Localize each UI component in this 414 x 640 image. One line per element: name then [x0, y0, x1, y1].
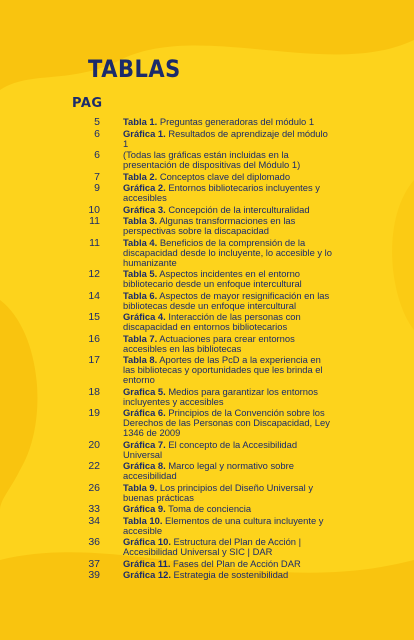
toc-entry-label: Tabla 2.: [123, 170, 158, 182]
toc-page-number: 14: [88, 289, 100, 302]
toc-entry: [123, 183, 333, 203]
toc-page-number: 5: [94, 116, 100, 128]
toc-entry-label: Tabla 3.: [123, 215, 158, 226]
toc-entry-text: Aspectos incidentes en el entorno bibliotecario desde un enfoque intercultural: [123, 268, 302, 289]
toc-entry-text: Concepción de la interculturalidad: [165, 203, 310, 215]
toc-entry-label: Tabla 1.: [123, 116, 158, 127]
toc-entry-text: Preguntas generadoras del módulo 1: [157, 116, 315, 127]
toc-entry-label: Tabla 9.: [123, 481, 158, 493]
toc-entry: [123, 291, 333, 311]
toc-page-number: 20: [88, 438, 100, 451]
toc-entry: [123, 205, 333, 215]
toc-page-number: 15: [88, 311, 100, 323]
wave-shape-left: [0, 300, 37, 510]
toc-entry: [123, 216, 333, 236]
toc-entry: [123, 312, 333, 332]
toc-page-number: 17: [88, 354, 100, 366]
toc-entry-text: (Todas las gráficas están incluidas en la presentación de dispositivas del Módulo 1): [123, 149, 301, 170]
toc-page-number: 26: [88, 481, 100, 494]
toc-entry-label: Tabla 8.: [123, 354, 158, 365]
toc-entry-label: Tabla 4.: [123, 236, 158, 248]
toc-page-number: 10: [88, 203, 100, 216]
toc-entry: [123, 559, 333, 569]
toc-page-number: 12: [88, 268, 100, 280]
toc-page-number: 9: [94, 182, 100, 194]
toc-entry-label: Gráfica 4.: [123, 311, 166, 322]
toc-entry-label: Gráfica 12.: [123, 569, 171, 580]
toc-entry-text: El concepto de la Accesibilidad Universal: [123, 438, 298, 460]
toc-page-number: 22: [88, 460, 100, 472]
toc-page-number: 7: [94, 170, 100, 183]
toc-page-number: 18: [88, 385, 100, 398]
toc-entry: [123, 504, 333, 514]
toc-page-number: 11: [89, 215, 100, 227]
toc-entry-text: Marco legal y normativo sobre accesibilidad: [123, 460, 294, 481]
toc-page-number: 11: [89, 236, 100, 249]
toc-page-number: 39: [88, 569, 100, 581]
toc-entry-label: Gráfica 6.: [123, 407, 166, 418]
toc-entry: [123, 355, 333, 385]
toc-entry-label: Gráfica 10.: [123, 536, 171, 547]
toc-entry-label: Tabla 6.: [123, 289, 158, 301]
toc-entry-label: Tabla 10.: [123, 514, 163, 526]
toc-entry: [123, 387, 333, 407]
toc-entry-text: Medios para garantizar los entornos incluyentes y accesibles: [123, 385, 318, 407]
toc-entry-label: Gráfica 2.: [123, 182, 166, 193]
toc-entry: [123, 172, 333, 182]
page-column-header: PAG: [72, 96, 103, 111]
toc-entry: [123, 516, 333, 536]
toc-entry-label: Gráfica 3.: [123, 203, 166, 215]
toc-entry-text: Principios de la Convención sobre los Derechos de las Personas con Discapacidad, Ley 1346 de 2009: [123, 407, 330, 438]
toc-entry: [123, 440, 333, 460]
toc-page-number: 33: [88, 503, 100, 515]
toc-entry: [123, 117, 333, 127]
toc-entry-text: Estrategia de sostenibilidad: [170, 569, 289, 580]
toc-entry-label: Gráfica 9.: [123, 503, 166, 514]
toc-entry-label: Gráfica 1.: [123, 127, 166, 139]
toc-entry-label: Tabla 5.: [123, 268, 158, 279]
toc-entry-text: Beneficios de la comprensión de la discapacidad desde lo incluyente, lo accesible y lo humanizante: [123, 236, 332, 268]
toc-page-number: 34: [88, 514, 100, 527]
toc-entry-text: Actuaciones para crear entornos accesibles en las bibliotecas: [123, 332, 295, 354]
toc-page-number: 19: [88, 407, 100, 419]
toc-page-number: 6: [94, 127, 100, 140]
toc-page-number: 36: [88, 536, 100, 548]
toc-entry-text: Estructura del Plan de Acción | Accesibilidad Universal y SIC | DAR: [123, 536, 302, 557]
toc-entry: [123, 238, 333, 268]
toc-entry: [123, 334, 333, 354]
toc-entry: [123, 483, 333, 503]
toc-entry: [123, 129, 333, 149]
toc-entry-label: Tabla 7.: [123, 332, 158, 344]
toc-entry-label: Grafica 5.: [123, 385, 166, 397]
wave-shape-top: [0, 0, 414, 90]
toc-entry: [123, 269, 333, 289]
toc-entry: [123, 408, 333, 438]
toc-entry: [123, 461, 333, 481]
toc-entry: [123, 150, 333, 170]
page-title: TABLAS: [88, 55, 181, 83]
toc-entry-text: Entornos bibliotecarios incluyentes y accesibles: [123, 182, 320, 203]
toc-entry-text: Elementos de una cultura incluyente y accesible: [123, 514, 324, 536]
toc-entry-text: Algunas transformaciones en las perspectivas sobre la discapacidad: [123, 215, 296, 236]
toc-entry-text: Los principios del Diseño Universal y buenas prácticas: [123, 481, 314, 503]
toc-entry-text: Toma de conciencia: [165, 503, 252, 514]
toc-entry-text: Aspectos de mayor resignificación en las bibliotecas desde un enfoque intercultural: [123, 289, 330, 311]
toc-entry-text: Resultados de aprendizaje del módulo 1: [123, 127, 328, 149]
toc-entry-label: Gráfica 8.: [123, 460, 166, 471]
toc-page-number: 6: [94, 149, 100, 161]
toc-entry-text: Interacción de las personas con discapacidad en entornos bibliotecarios: [123, 311, 301, 332]
wave-shape-right: [392, 180, 414, 330]
toc-entry-text: Fases del Plan de Acción DAR: [170, 557, 301, 569]
toc-entry-text: Aportes de las PcD a la experiencia en las bibliotecas y oportunidades que les brinda el entorno: [123, 354, 323, 385]
toc-entry: [123, 570, 333, 580]
toc-entry-label: Gráfica 7.: [123, 438, 166, 450]
toc-page-number: 16: [88, 332, 100, 345]
toc-page-number: 37: [88, 557, 100, 570]
toc-entry-label: Gráfica 11.: [123, 557, 171, 569]
toc-entry: [123, 537, 333, 557]
toc-entry-text: Conceptos clave del diplomado: [157, 170, 291, 182]
